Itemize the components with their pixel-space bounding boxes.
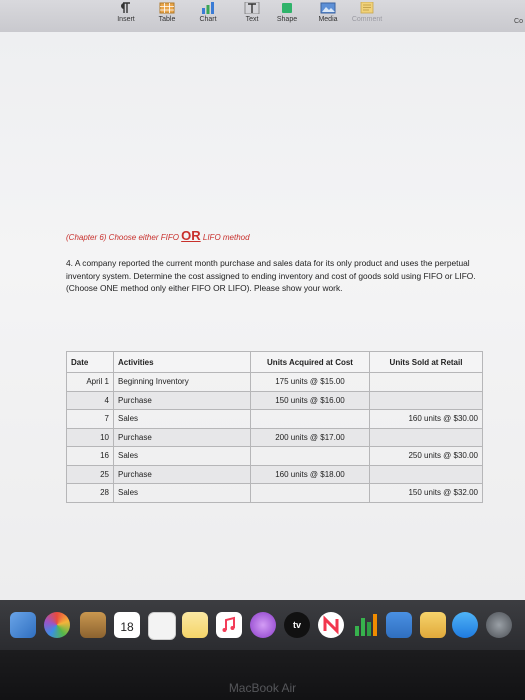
calendar-icon[interactable] [114, 612, 140, 638]
podcasts-icon[interactable] [250, 612, 276, 638]
toolbar-media-label: Media [318, 16, 338, 23]
music-note-icon [216, 612, 242, 638]
apple-tv-icon[interactable] [284, 612, 310, 638]
table-cell-activity: Sales [114, 410, 251, 429]
app-store-icon[interactable] [452, 612, 478, 638]
dock [0, 600, 525, 650]
paragraph-icon [118, 2, 134, 14]
table-icon [159, 2, 175, 14]
laptop-bezel [0, 650, 525, 700]
chapter-heading [66, 228, 250, 243]
contacts-icon[interactable] [80, 612, 106, 638]
toolbar-shape-label: Shape [276, 16, 298, 23]
table-cell-date: 25 [67, 465, 114, 484]
media-icon [320, 2, 336, 14]
toolbar-table-label: Table [158, 16, 176, 23]
table-cell-date: 10 [67, 428, 114, 447]
toolbar-chart-label: Chart [199, 16, 217, 23]
chapter-or: OR [181, 228, 201, 243]
header-units-acquired: Units Acquired at Cost [251, 352, 370, 373]
table-cell-date: 4 [67, 391, 114, 410]
table-cell-activity: Purchase [114, 465, 251, 484]
table-cell-sold [370, 391, 483, 410]
numbers-chart-icon [352, 612, 378, 638]
bezel-label: MacBook Air [228, 681, 297, 695]
table-header-row [67, 352, 483, 373]
table-cell-activity: Purchase [114, 391, 251, 410]
toolbar-comment-label: Comment [351, 16, 383, 23]
table-cell-acquired [251, 484, 370, 503]
table-cell-acquired: 175 units @ $15.00 [251, 373, 370, 392]
header-date: Date [67, 352, 114, 373]
table-row [67, 484, 483, 503]
reminders-icon[interactable] [148, 612, 176, 640]
system-preferences-icon[interactable] [486, 612, 512, 638]
table-cell-activity: Sales [114, 447, 251, 466]
table-row [67, 373, 483, 392]
toolbar-edge-label: Co [514, 18, 523, 25]
table-cell-sold: 160 units @ $30.00 [370, 410, 483, 429]
table-row [67, 428, 483, 447]
table-cell-date: 16 [67, 447, 114, 466]
table-row [67, 391, 483, 410]
table-cell-acquired [251, 410, 370, 429]
table-cell-activity: Purchase [114, 428, 251, 447]
calendar-day: 18 [120, 620, 134, 634]
header-activities: Activities [114, 352, 251, 373]
comment-icon [359, 2, 375, 14]
table-row [67, 410, 483, 429]
toolbar [0, 0, 525, 33]
table-cell-date: 28 [67, 484, 114, 503]
table-cell-acquired: 150 units @ $16.00 [251, 391, 370, 410]
notes-icon[interactable] [182, 612, 208, 638]
inventory-table [66, 351, 483, 503]
header-units-sold: Units Sold at Retail [370, 352, 483, 373]
toolbar-insert-label: Insert [117, 16, 135, 23]
shape-icon [279, 2, 295, 14]
keynote-icon[interactable] [386, 612, 412, 638]
table-cell-date: April 1 [67, 373, 114, 392]
table-cell-sold: 250 units @ $30.00 [370, 447, 483, 466]
pages-icon[interactable] [420, 612, 446, 638]
photos-icon[interactable] [44, 612, 70, 638]
table-cell-sold [370, 465, 483, 484]
table-cell-activity: Sales [114, 484, 251, 503]
news-icon[interactable] [318, 612, 344, 638]
text-icon [244, 2, 260, 14]
table-cell-acquired [251, 447, 370, 466]
table-cell-activity: Beginning Inventory [114, 373, 251, 392]
table-cell-sold [370, 373, 483, 392]
table-cell-sold: 150 units @ $32.00 [370, 484, 483, 503]
table-cell-date: 7 [67, 410, 114, 429]
question-text: 4. A company reported the current month purchase and sales data for its only product and uses the perpetual inventory system. Determine the cost assigned to ending inventory and cost of goods sold using FIFO or LIFO. (Choose ONE method only either FIFO OR LIFO). Please show your work. [66, 258, 476, 293]
table-row [67, 447, 483, 466]
table-row [67, 465, 483, 484]
table-cell-acquired: 160 units @ $18.00 [251, 465, 370, 484]
chapter-prefix: (Chapter 6) Choose either FIFO [66, 233, 182, 242]
toolbar-text-label: Text [245, 16, 259, 23]
document-canvas[interactable] [0, 32, 525, 600]
table-cell-acquired: 200 units @ $17.00 [251, 428, 370, 447]
tv-label: tv [292, 620, 301, 630]
table-cell-sold [370, 428, 483, 447]
chart-icon [200, 2, 216, 14]
news-n-icon [318, 612, 344, 638]
numbers-icon[interactable] [352, 612, 378, 638]
chapter-suffix: LIFO method [200, 233, 250, 242]
finder-icon[interactable] [10, 612, 36, 638]
music-icon[interactable] [216, 612, 242, 638]
